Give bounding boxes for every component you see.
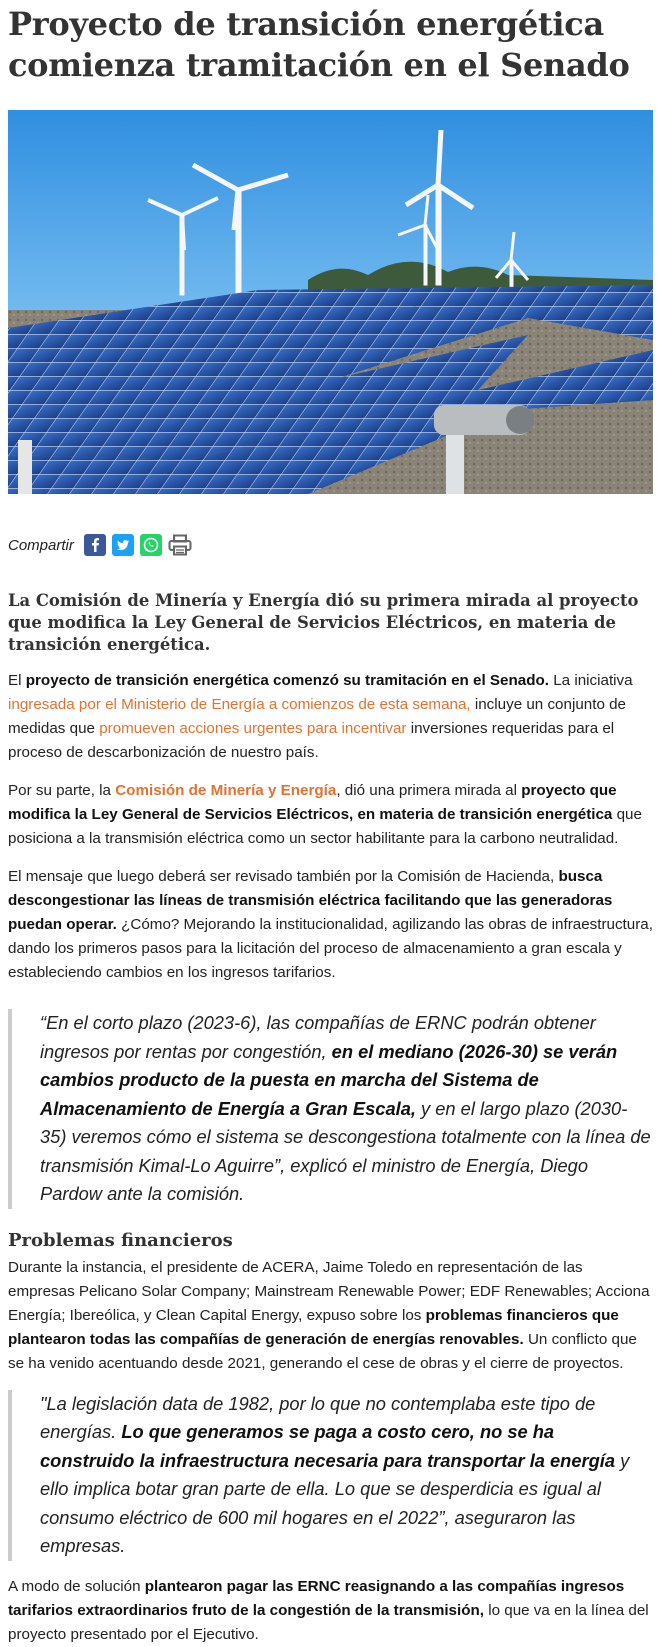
facebook-icon[interactable]: [84, 534, 106, 556]
share-bar: [8, 530, 653, 560]
paragraph-1: El proyecto de transición energética comenzó su tramitación en el Senado. La iniciativa ingresada por el Ministerio de Energía a comienzos de esta semana, incluye un conjunto de medidas que promueven acciones urgentes para incentivar inversiones requeridas para el proceso de descarbonización de nuestro país.: [8, 672, 633, 761]
link-ministerio[interactable]: ingresada por el Ministerio de Energía a comienzos de esta semana,: [8, 696, 471, 713]
share-label: Compartir: [8, 536, 74, 554]
paragraph-5: A modo de solución plantearon pagar las ERNC reasignando a las compañías ingresos tarifarios extraordinarios fruto de la congestión de la transmisión, lo que va en la línea del proyecto presentado por el Ejecutivo.: [8, 1577, 649, 1643]
article-lead: La Comisión de Minería y Energía dió su primera mirada al proyecto que modifica la Ley General de Servicios Eléctricos, en materia de transición energética.: [8, 591, 639, 654]
paragraph-3: El mensaje que luego deberá ser revisado también por la Comisión de Hacienda, busca descongestionar las líneas de transmisión eléctrica facilitando que las generadoras puedan operar. ¿Cómo? Mejorando la institucionalidad, agilizando las obras de infraestructura, dando los primeros pasos para la licitación del proceso de almacenamiento a gran escala y estableciendo cambios en los ingresos tarifarios.: [8, 868, 653, 981]
print-icon[interactable]: [168, 534, 190, 556]
whatsapp-icon[interactable]: [140, 534, 162, 556]
twitter-icon[interactable]: [112, 534, 134, 556]
paragraph-2: Por su parte, la Comisión de Minería y Energía, dió una primera mirada al proyecto que modifica la Ley General de Servicios Eléctricos, en materia de transición energética que posiciona a la transmisión eléctrica como un sector habilitante para la carbono neutralidad.: [8, 782, 642, 847]
section-heading: Problemas financieros: [8, 1229, 233, 1251]
link-acciones-urgentes[interactable]: promueven acciones urgentes para incentivar: [99, 720, 407, 737]
link-comision[interactable]: Comisión de Minería y Energía: [115, 782, 337, 799]
quote-ministro: “En el corto plazo (2023-6), las compañías de ERNC podrán obtener ingresos por rentas por congestión, en el mediano (2026-30) se verán cambios producto de la puesta en marcha del Sistema de Almacenamiento de Energía a Gran Escala, y en el largo plazo (2030-35) veremos cómo el sistema se descongestiona totalmente con la línea de transmisión Kimal-Lo Aguirre”, explicó el ministro de Energía, Diego Pardow ante la comisión.: [8, 1009, 653, 1209]
quote-empresas: "La legislación data de 1982, por lo que no contemplaba este tipo de energías. Lo que generamos se paga a costo cero, no se ha construido la infraestructura necesaria para transportar la energía y ello implica botar gran parte de ella. Lo que se desperdicia es igual al consumo eléctrico de 600 mil hogares en el 2022”, aseguraron las empresas.: [8, 1390, 653, 1561]
paragraph-4: Durante la instancia, el presidente de ACERA, Jaime Toledo en representación de las empresas Pelicano Solar Company; Mainstream Renewable Power; EDF Renewables; Acciona Energía; Ibereólica, y Clean Capital Energy, expuso sobre los problemas financieros que plantearon todas las compañías de generación de energías renovables. Un conflicto que se ha venido acentuando desde 2021, generando el cese de obras y el cierre de proyectos.: [8, 1258, 650, 1372]
article-title: Proyecto de transición energética comienza tramitación en el Senado: [8, 5, 630, 84]
hero-image: [8, 110, 653, 494]
